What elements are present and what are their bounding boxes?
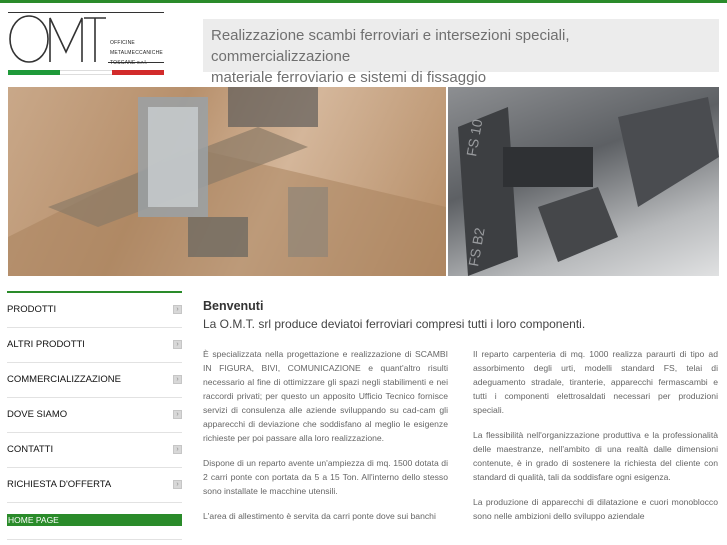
content-column-left — [203, 347, 448, 534]
nav-item-home-page[interactable]: HOME PAGE — [7, 514, 182, 526]
nav-item-label: ALTRI PRODOTTI — [7, 339, 85, 350]
nav-item-label: PRODOTTI — [7, 304, 57, 315]
chevron-right-icon: › — [173, 305, 182, 314]
company-logo[interactable] — [8, 12, 164, 76]
content-column-right — [473, 347, 718, 534]
nav-bottom-rule — [7, 539, 182, 540]
nav-item-commercializzazione[interactable] — [7, 363, 182, 398]
logo-rule-top — [8, 12, 164, 13]
nav-item-richiesta-offerta[interactable] — [7, 468, 182, 503]
chevron-right-icon: › — [173, 375, 182, 384]
nav-item-label: COMMERCIALIZZAZIONE — [7, 374, 122, 385]
nav-item-label: CONTATTI — [7, 444, 54, 455]
logo-caption-line: METALMECCANICHE — [110, 50, 163, 56]
castings-illustration — [448, 87, 719, 276]
page-subtitle: La O.M.T. srl produce deviatoi ferroviari compresi tutti i loro componenti. — [203, 317, 586, 331]
flag-white — [60, 70, 112, 75]
nav-item-altri-prodotti[interactable] — [7, 328, 182, 363]
paragraph: Il reparto carpenteria di mq. 1000 realizza paraurti di tipo ad assorbimento degli urti, modelli standard FS, telai di adeguamento stradale, tiranterie, apparecchi fermascambi e tutti i componenti elettrosaldati necessari per produzioni speciali. — [473, 349, 718, 415]
chevron-right-icon: › — [173, 410, 182, 419]
paragraph: Dispone di un reparto avente un'ampiezza di mq. 1500 dotata di 2 carri ponte con portata da 5 a 15 Ton. All'interno dello stesso sono installate le macchine utensili. — [203, 458, 448, 496]
sidebar-nav — [7, 291, 182, 540]
paragraph: È specializzata nella progettazione e realizzazione di SCAMBI IN FIGURA, BIVI, COMUNICAZIONE e quant'altro risulti necessario al fine di ottimizzare gli spazi negli stabilimenti e nei raccordi privati; per questo un apposito Ufficio Tecnico fornisce servizi di consulenza alle aziende sviluppando su cad-cam gli apparecchi di deviazione che soddisfano al meglio le esigenze richieste per poi passare alla loro realizzazione. — [203, 349, 448, 443]
logo-caption — [110, 38, 170, 68]
paragraph: La produzione di apparecchi di dilatazione e cuori monoblocco sono nelle ambizioni dello sviluppo aziendale — [473, 497, 718, 521]
logo-caption-line: TOSCANE s.r.l. — [110, 60, 148, 66]
top-accent-bar — [0, 0, 727, 3]
site-tagline — [203, 19, 719, 86]
machining-illustration — [8, 87, 446, 276]
omt-logo-mark — [8, 12, 108, 70]
nav-item-contatti[interactable] — [7, 433, 182, 468]
casting-marking: FS B2 — [465, 226, 488, 268]
italian-flag-stripe — [8, 70, 164, 75]
tagline-line-1: Realizzazione scambi ferroviari e intersezioni speciali, commercializzazione — [211, 27, 570, 65]
chevron-right-icon: › — [173, 445, 182, 454]
nav-item-dove-siamo[interactable] — [7, 398, 182, 433]
chevron-right-icon: › — [173, 340, 182, 349]
flag-green — [8, 70, 60, 75]
nav-item-label: DOVE SIAMO — [7, 409, 68, 420]
page-title: Benvenuti — [203, 299, 264, 313]
banner-castings-photo — [448, 87, 719, 276]
chevron-right-icon: › — [173, 480, 182, 489]
logo-caption-line: OFFICINE — [110, 40, 135, 46]
header-banner — [8, 87, 719, 276]
nav-item-prodotti[interactable] — [7, 293, 182, 328]
nav-item-label: RICHIESTA D'OFFERTA — [7, 479, 112, 490]
banner-machining-photo — [8, 87, 446, 276]
tagline-line-2: materiale ferroviario e sistemi di fissaggio — [211, 69, 487, 86]
flag-red — [112, 70, 164, 75]
paragraph: L'area di allestimento è servita da carri ponte dove sui banchi — [203, 511, 436, 521]
casting-marking: FS 10 — [463, 117, 486, 158]
paragraph: La flessibilità nell'organizzazione produttiva e la professionalità delle maestranze, nell'ambito di una realtà dalle dimensioni contenute, è in grado di sostenere la richiesta del cliente con standard di qualità, tali da soddisfare ogni esigenza. — [473, 430, 718, 482]
